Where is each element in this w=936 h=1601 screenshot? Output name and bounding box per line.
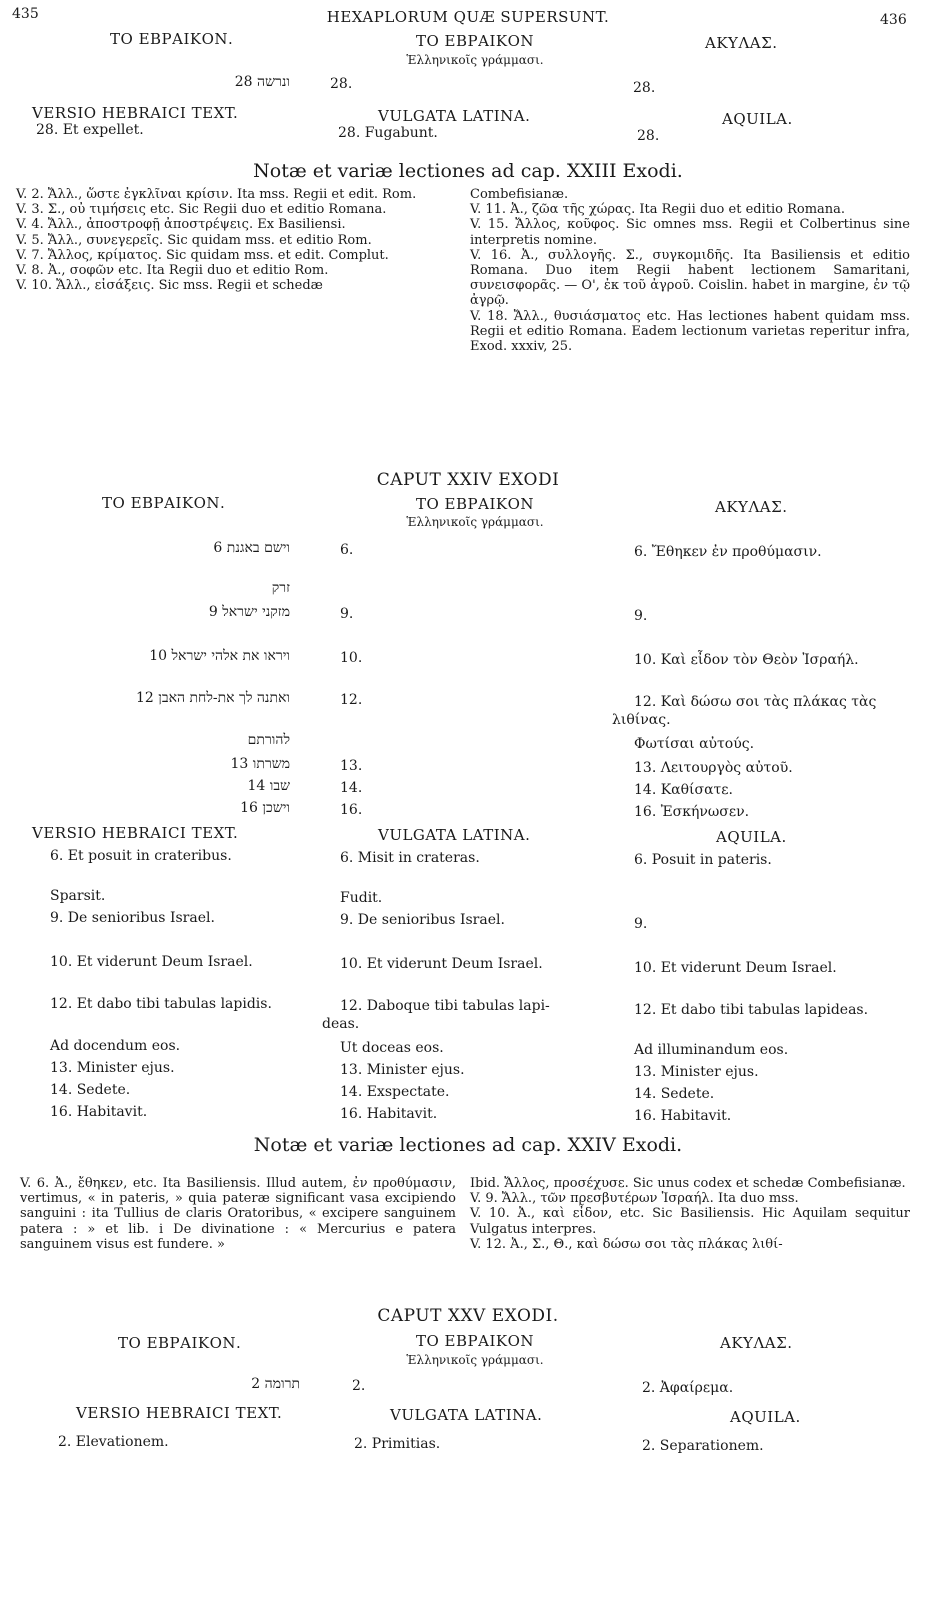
hebrew-verse: תרומה 2	[251, 1376, 300, 1392]
vulgata-verse: 28. Fugabunt.	[338, 125, 438, 141]
graece-verse: 6.	[340, 542, 354, 558]
note-entry: V. 10. Ἀ., καὶ εἶδον, etc. Sic Basiliensis. Hic Aquilam sequitur Vulgatus interpres.	[470, 1206, 910, 1237]
versio-verse: 13. Minister ejus.	[50, 1060, 175, 1076]
versio-verse: Sparsit.	[50, 888, 106, 904]
aquila-latin-verse: 10. Et viderunt Deum Israel.	[634, 960, 837, 976]
notes-title: Notæ et variæ lectiones ad cap. XXIII Exodi.	[253, 160, 683, 182]
graece-verse: 28.	[330, 76, 353, 92]
col-head-aquila: ΑΚΥΛΑΣ.	[705, 34, 778, 52]
hebrew-verse: וישם באגנת 6	[213, 540, 290, 556]
latin-head-aquila: AQUILA.	[716, 828, 787, 846]
graece-verse: 12.	[340, 692, 363, 708]
col-head-graece-sub: Ἑλληνικοῖς γράμμασι.	[406, 53, 544, 67]
aquila-latin-verse: 16. Habitavit.	[634, 1108, 732, 1124]
graece-verse: 16.	[340, 802, 363, 818]
note-entry: V. 15. Ἄλλος, κοῦφος. Sic omnes mss. Regii et Colbertinus sine interpretis nomine.	[470, 217, 910, 248]
vulgata-verse: 2. Primitias.	[354, 1436, 441, 1452]
aquila-latin-verse: 28.	[637, 128, 660, 144]
graece-verse: 14.	[340, 780, 363, 796]
hebrew-verse: זרק	[271, 580, 290, 596]
aquila-verse: 12. Καὶ δώσω σοι τὰς πλάκας τὰς	[634, 694, 877, 710]
notes-left-column	[16, 187, 456, 293]
note-entry: V. 12. Ἀ., Σ., Θ., καὶ δώσω σοι τὰς πλάκας λιθί-	[470, 1236, 783, 1252]
versio-verse: Ad docendum eos.	[50, 1038, 181, 1054]
note-entry: V. 2. Ἄλλ., ὥστε ἐγκλῖναι κρίσιν. Ita mss. Regii et edit. Rom.	[16, 187, 417, 202]
versio-verse: 10. Et viderunt Deum Israel.	[50, 954, 253, 970]
notes-right-column	[470, 1176, 910, 1252]
vulgata-verse-continuation: deas.	[322, 1016, 360, 1032]
vulgata-verse: 6. Misit in crateras.	[340, 850, 480, 866]
versio-verse: 28. Et expellet.	[36, 122, 144, 138]
versio-verse: 14. Sedete.	[50, 1082, 131, 1098]
note-entry: V. 9. Ἄλλ., τῶν πρεσβυτέρων Ἰσραήλ. Ita duo mss.	[470, 1191, 799, 1207]
note-entry: V. 4. Ἄλλ., ἀποστροφῇ ἀποστρέψεις. Ex Basiliensi.	[16, 217, 346, 233]
aquila-verse: 14. Καθίσατε.	[634, 782, 734, 798]
col-head-graece: ΤΟ ΕΒΡΑΙΚΟΝ	[415, 495, 535, 513]
aquila-latin-verse: Ad illuminandum eos.	[634, 1042, 789, 1058]
hebrew-verse: ואתנה לך את-לחת האבן 12	[136, 690, 290, 706]
aquila-latin-verse: 13. Minister ejus.	[634, 1064, 759, 1080]
vulgata-verse: Fudit.	[340, 890, 383, 906]
graece-verse: 10.	[340, 650, 363, 666]
aquila-latin-verse: 12. Et dabo tibi tabulas lapideas.	[634, 1002, 869, 1018]
aquila-latin-verse: 2. Separationem.	[642, 1438, 764, 1454]
aquila-verse: Φωτίσαι αὐτούς.	[634, 736, 755, 752]
page-number-left: 435	[12, 6, 39, 22]
versio-verse: 12. Et dabo tibi tabulas lapidis.	[50, 996, 272, 1012]
col-head-hebraicum: ΤΟ ΕΒΡΑΙΚΟΝ.	[118, 1334, 242, 1352]
hebrew-verse: שבו 14	[247, 778, 290, 794]
aquila-verse: 10. Καὶ εἶδον τὸν Θεὸν Ἰσραήλ.	[634, 652, 859, 668]
aquila-latin-verse: 14. Sedete.	[634, 1086, 715, 1102]
aquila-verse: 9.	[634, 608, 648, 624]
page-number-right: 436	[880, 12, 907, 28]
latin-head-versio: VERSIO HEBRAICI TEXT.	[76, 1404, 283, 1422]
aquila-verse: 16. Ἐσκήνωσεν.	[634, 804, 750, 820]
latin-head-vulgata: VULGATA LATINA.	[378, 826, 531, 844]
versio-verse: 2. Elevationem.	[58, 1434, 169, 1450]
note-entry: V. 8. Ἀ., σοφῶν etc. Ita Regii duo et editio Rom.	[16, 263, 329, 279]
note-entry: Combefisianæ.	[470, 187, 569, 202]
aquila-latin-verse: 6. Posuit in pateris.	[634, 852, 772, 868]
note-entry: V. 11. Ἀ., ζῶα τῆς χώρας. Ita Regii duo et editio Romana.	[470, 202, 846, 218]
vulgata-verse: 12. Daboque tibi tabulas lapi-	[340, 998, 550, 1014]
hebrew-verse: ויראו את אלהי ישראל 10	[149, 648, 290, 664]
col-head-hebraicum: ΤΟ ΕΒΡΑΙΚΟΝ.	[102, 494, 226, 512]
graece-verse: 13.	[340, 758, 363, 774]
graece-verse: 2.	[352, 1378, 366, 1394]
hebrew-verse: וישכן 16	[240, 800, 290, 816]
col-head-graece: ΤΟ ΕΒΡΑΙΚΟΝ	[415, 32, 535, 50]
col-head-aquila: ΑΚΥΛΑΣ.	[720, 1334, 793, 1352]
aquila-latin-verse: 9.	[634, 916, 648, 932]
vulgata-verse: 9. De senioribus Israel.	[340, 912, 505, 928]
vulgata-verse: 10. Et viderunt Deum Israel.	[340, 956, 543, 972]
note-entry: V. 6. Ἀ., ἔθηκεν, etc. Ita Basiliensis. Illud autem, ἐν προθύμασιν, vertimus, « in pateris, » quia pateræ significant vasa excipiendo sanguini : ita Tullius de claris Oratoribus, « excipere sanguinem patera : » et lib. i De divinatione : « Mercurius e patera sanguinem visus est fundere. »	[20, 1176, 456, 1252]
note-entry: Ibid. Ἄλλος, προσέχυσε. Sic unus codex et schedæ Combefisianæ.	[470, 1176, 906, 1191]
note-entry: V. 3. Σ., οὐ τιμήσεις etc. Sic Regii duo et editio Romana.	[16, 202, 387, 218]
versio-verse: 16. Habitavit.	[50, 1104, 148, 1120]
note-entry: V. 16. Ἀ., συλλογῆς. Σ., συγκομιδῆς. Ita Basiliensis et editio Romana. Duo item Regii habent lectionem Samaritani, συνεισφορᾶς. — Ο', ἐκ τοῦ ἀγροῦ. Coislin. habet in margine, ἐν τῷ ἀγρῷ.	[470, 247, 911, 309]
hebrew-verse: ונרשה 28	[234, 74, 290, 90]
hebrew-verse: משרתו 13	[230, 756, 290, 772]
caput-heading: CAPUT XXIV EXODI	[376, 470, 560, 490]
aquila-verse: 2. Ἀφαίρεμα.	[642, 1380, 734, 1396]
aquila-verse: 6. Ἔθηκεν ἐν προθύμασιν.	[634, 544, 822, 560]
aquila-verse: 13. Λειτουργὸς αὐτοῦ.	[634, 760, 793, 776]
aquila-verse-continuation: λιθίνας.	[612, 712, 671, 728]
col-head-hebraicum: ΤΟ ΕΒΡΑΙΚΟΝ.	[110, 30, 234, 48]
latin-head-versio: VERSIO HEBRAICI TEXT.	[32, 824, 239, 842]
latin-head-versio: VERSIO HEBRAICI TEXT.	[32, 104, 239, 122]
vulgata-verse: Ut doceas eos.	[340, 1040, 444, 1056]
aquila-verse: 28.	[633, 80, 656, 96]
hebrew-verse: מזקני ישראל 9	[208, 604, 290, 620]
notes-left-column	[20, 1176, 456, 1252]
note-entry: V. 18. Ἄλλ., θυσιάσματος etc. Has lectiones habent quidam mss. Regii et editio Romana. Eadem lectionum varietas reperitur infra, Exod. xxxiv, 25.	[470, 308, 910, 355]
versio-verse: 6. Et posuit in crateribus.	[50, 848, 232, 864]
latin-head-aquila: AQUILA.	[730, 1408, 801, 1426]
latin-head-vulgata: VULGATA LATINA.	[390, 1406, 543, 1424]
running-title: HEXAPLORUM QUÆ SUPERSUNT.	[326, 8, 610, 26]
graece-verse: 9.	[340, 606, 354, 622]
col-head-graece: ΤΟ ΕΒΡΑΙΚΟΝ	[415, 1332, 535, 1350]
col-head-aquila: ΑΚΥΛΑΣ.	[715, 498, 788, 516]
notes-title: Notæ et variæ lectiones ad cap. XXIV Exodi.	[253, 1134, 683, 1156]
versio-verse: 9. De senioribus Israel.	[50, 910, 215, 926]
vulgata-verse: 16. Habitavit.	[340, 1106, 438, 1122]
note-entry: V. 10. Ἄλλ., εἰσάξεις. Sic mss. Regii et schedæ	[16, 278, 323, 294]
latin-head-aquila: AQUILA.	[722, 110, 793, 128]
caput-heading: CAPUT XXV EXODI.	[377, 1306, 559, 1326]
col-head-graece-sub: Ἑλληνικοῖς γράμμασι.	[406, 1353, 544, 1367]
note-entry: V. 7. Ἄλλος, κρίματος. Sic quidam mss. et edit. Complut.	[16, 247, 389, 263]
col-head-graece-sub: Ἑλληνικοῖς γράμμασι.	[406, 515, 544, 529]
note-entry: V. 5. Ἄλλ., συνεγερεῖς. Sic quidam mss. et editio Rom.	[16, 232, 372, 248]
vulgata-verse: 13. Minister ejus.	[340, 1062, 465, 1078]
hebrew-verse: להורתם	[247, 732, 290, 748]
latin-head-vulgata: VULGATA LATINA.	[378, 107, 531, 125]
vulgata-verse: 14. Exspectate.	[340, 1084, 450, 1100]
notes-right-column	[470, 187, 910, 354]
